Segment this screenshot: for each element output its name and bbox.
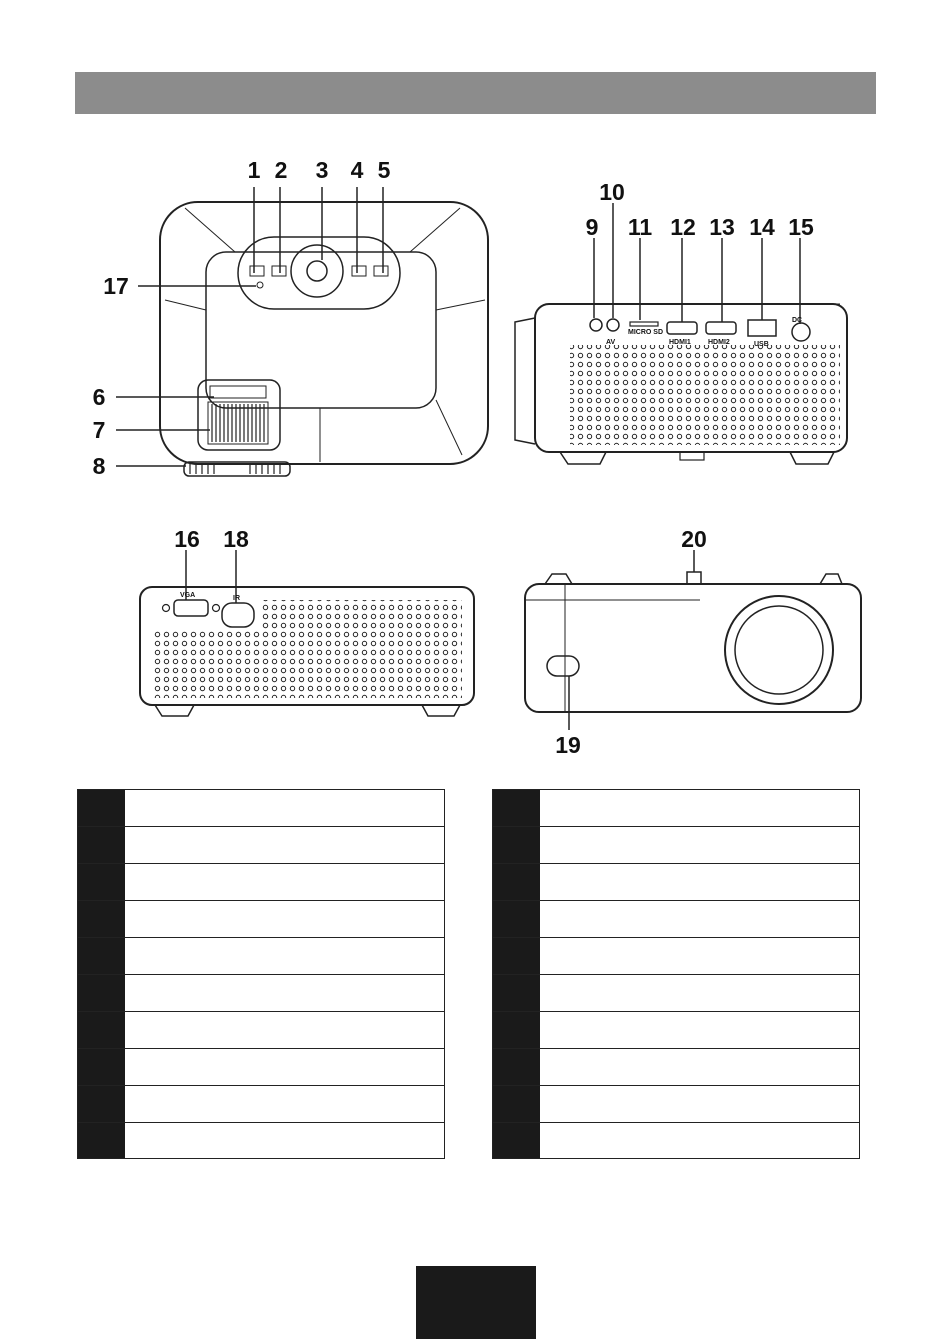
legend-row: [77, 937, 445, 974]
legend-row: [77, 900, 445, 937]
hdmi2-port-label: HDMI2: [708, 339, 730, 346]
legend-number-cell: [78, 938, 125, 974]
ir-receiver-label: IR: [233, 595, 240, 602]
dc-port-label: DC: [792, 317, 803, 324]
vga-port-label: VGA: [180, 592, 196, 599]
legend-number-cell: [78, 1012, 125, 1048]
usb-port-label: USB: [754, 341, 769, 348]
legend-row: [492, 937, 860, 974]
legend-number-cell: [493, 1086, 540, 1122]
legend-number-cell: [493, 975, 540, 1011]
legend-row: [492, 1085, 860, 1122]
legend-number-cell: [493, 1123, 540, 1158]
legend-number-cell: [78, 864, 125, 900]
legend-number-cell: [78, 827, 125, 863]
microsd-slot-label: MICRO SD: [628, 329, 663, 336]
callout-12: 12: [670, 214, 696, 240]
projector-top-view: [160, 202, 488, 476]
callout-8: 8: [92, 453, 106, 479]
legend-description-cell: [125, 827, 444, 863]
callout-10: 10: [599, 179, 625, 205]
callout-15: 15: [788, 214, 814, 240]
legend-row: [77, 1011, 445, 1048]
callout-3: 3: [315, 157, 329, 183]
legend-number-cell: [78, 975, 125, 1011]
legend-row: [492, 974, 860, 1011]
legend-number-cell: [78, 1086, 125, 1122]
callout-14: 14: [749, 214, 775, 240]
legend-row: [77, 1048, 445, 1085]
legend-row: [77, 826, 445, 863]
legend-description-cell: [540, 864, 859, 900]
legend-description-cell: [125, 975, 444, 1011]
legend-number-cell: [493, 901, 540, 937]
legend-row: [492, 1011, 860, 1048]
legend-number-cell: [493, 938, 540, 974]
legend-row: [77, 1085, 445, 1122]
legend-row: [492, 900, 860, 937]
legend-description-cell: [540, 1012, 859, 1048]
av-port-label: AV: [606, 339, 616, 346]
legend-number-cell: [78, 1049, 125, 1085]
callout-2: 2: [274, 157, 288, 183]
legend-table-left: [77, 789, 445, 1159]
legend-number-cell: [493, 827, 540, 863]
legend-row: [492, 789, 860, 826]
legend-description-cell: [540, 938, 859, 974]
legend-row: [77, 974, 445, 1011]
rear-vent-grid-upper: [262, 600, 462, 630]
callout-16: 16: [174, 526, 200, 552]
legend-description-cell: [540, 1123, 859, 1158]
legend-row: [492, 863, 860, 900]
projector-front-view: [525, 572, 861, 712]
callout-18: 18: [223, 526, 249, 552]
hdmi1-port-label: HDMI1: [669, 339, 691, 346]
legend-description-cell: [540, 827, 859, 863]
legend-row: [77, 863, 445, 900]
legend-number-cell: [78, 901, 125, 937]
legend-description-cell: [540, 790, 859, 826]
legend-description-cell: [125, 938, 444, 974]
legend-number-cell: [493, 864, 540, 900]
callout-19: 19: [555, 732, 581, 758]
legend-description-cell: [125, 1086, 444, 1122]
legend-row: [77, 1122, 445, 1159]
legend-row: [77, 789, 445, 826]
legend-number-cell: [78, 790, 125, 826]
callout-20: 20: [681, 526, 707, 552]
legend-row: [492, 1048, 860, 1085]
legend-number-cell: [493, 1049, 540, 1085]
legend-description-cell: [125, 1049, 444, 1085]
callout-9: 9: [585, 214, 599, 240]
legend-description-cell: [125, 1012, 444, 1048]
callout-11: 11: [627, 214, 653, 240]
callout-7: 7: [92, 417, 106, 443]
rear-vent-grid-lower: [152, 630, 462, 698]
legend-description-cell: [540, 1049, 859, 1085]
callout-5: 5: [377, 157, 391, 183]
callout-13: 13: [709, 214, 735, 240]
legend-description-cell: [125, 1123, 444, 1158]
legend-table-right: [492, 789, 860, 1159]
legend-row: [492, 826, 860, 863]
legend-description-cell: [125, 864, 444, 900]
legend-description-cell: [540, 901, 859, 937]
callout-17: 17: [103, 273, 129, 299]
legend-description-cell: [540, 975, 859, 1011]
legend-number-cell: [493, 790, 540, 826]
callout-1: 1: [247, 157, 261, 183]
legend-number-cell: [493, 1012, 540, 1048]
page-number-tab: [416, 1266, 536, 1339]
legend-number-cell: [78, 1123, 125, 1158]
legend-row: [492, 1122, 860, 1159]
callout-4: 4: [350, 157, 364, 183]
legend-description-cell: [125, 901, 444, 937]
legend-description-cell: [540, 1086, 859, 1122]
side-vent-grid: [570, 345, 840, 445]
callout-6: 6: [92, 384, 106, 410]
legend-description-cell: [125, 790, 444, 826]
